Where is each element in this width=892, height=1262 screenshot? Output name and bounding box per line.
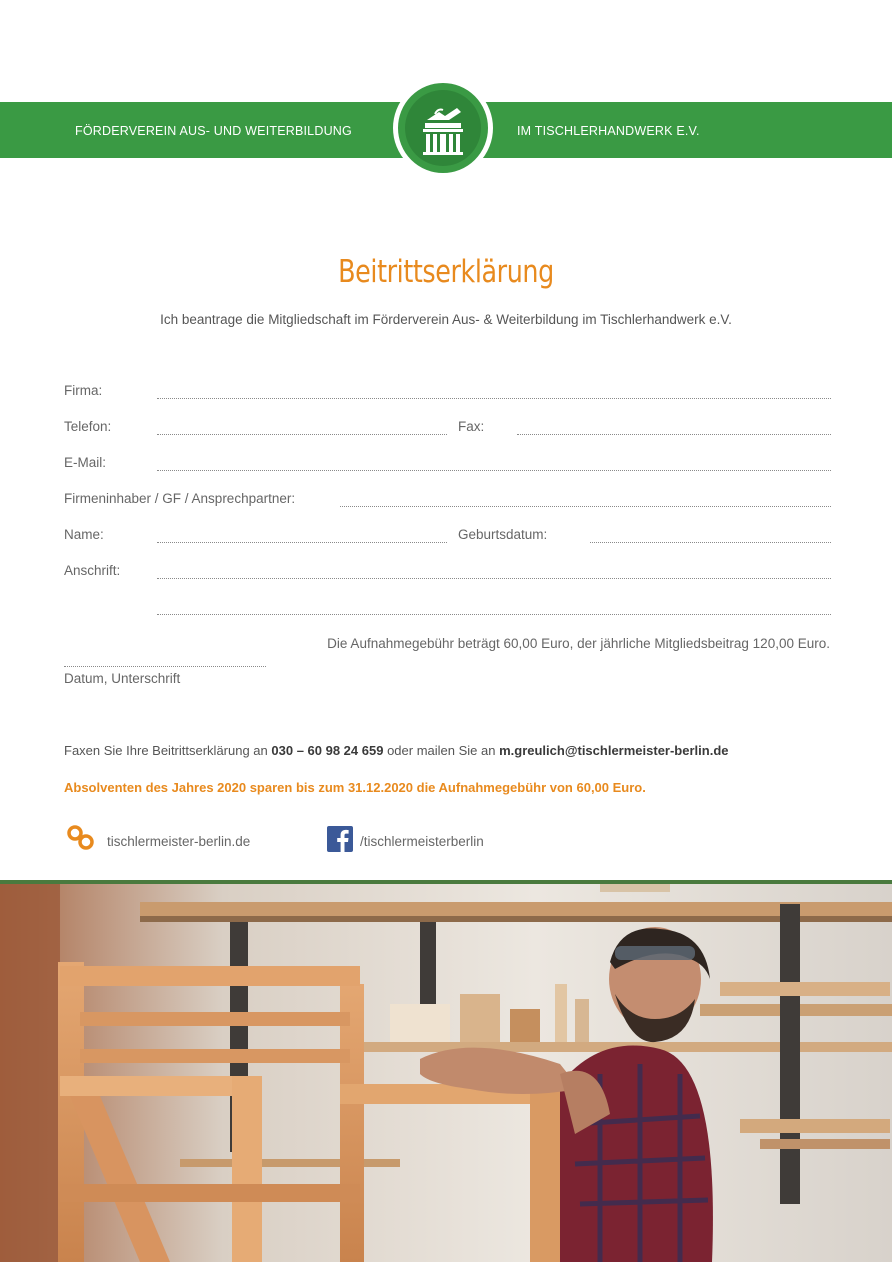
facebook-icon	[327, 826, 353, 852]
label-anschrift: Anschrift:	[64, 563, 121, 578]
field-email[interactable]	[157, 470, 831, 471]
field-geburtsdatum[interactable]	[590, 542, 831, 543]
promo-text: Absolventen des Jahres 2020 sparen bis zum 31.12.2020 die Aufnahmegebühr von 60,00 Euro.	[64, 780, 646, 795]
fee-text: Die Aufnahmegebühr beträgt 60,00 Euro, der jährliche Mitgliedsbeitrag 120,00 Euro.	[327, 636, 830, 651]
website-link[interactable]: tischlermeister-berlin.de	[107, 834, 251, 849]
label-firma: Firma:	[64, 383, 103, 398]
field-telefon[interactable]	[157, 434, 447, 435]
fax-number: 030 – 60 98 24 659	[271, 743, 384, 758]
label-name: Name:	[64, 527, 104, 542]
field-anschrift-2[interactable]	[157, 614, 831, 615]
fax-note	[64, 743, 729, 758]
field-fax[interactable]	[517, 434, 831, 435]
fax-note-prefix: Faxen Sie Ihre Beitrittserklärung an	[64, 743, 272, 758]
field-name[interactable]	[157, 542, 447, 543]
header-right-text: IM TISCHLERHANDWERK E.V.	[517, 124, 700, 138]
label-geburtsdatum: Geburtsdatum:	[458, 527, 548, 542]
facebook-link[interactable]: /tischlermeisterberlin	[360, 834, 484, 849]
field-inhaber[interactable]	[340, 506, 831, 507]
fax-note-middle: oder mailen Sie an	[383, 743, 500, 758]
contact-email[interactable]: m.greulich@tischlermeister-berlin.de	[499, 743, 729, 758]
label-fax: Fax:	[458, 419, 485, 434]
label-email: E-Mail:	[64, 455, 107, 470]
gate-plane-logo-icon	[405, 90, 481, 166]
label-inhaber: Firmeninhaber / GF / Ansprechpartner:	[64, 491, 296, 506]
logo	[393, 78, 493, 178]
label-telefon: Telefon:	[64, 419, 112, 434]
field-signature[interactable]	[64, 666, 266, 667]
page-title: Beitrittserklärung	[338, 254, 554, 290]
field-firma[interactable]	[157, 398, 831, 399]
chain-link-icon	[66, 824, 96, 852]
header-left-text: FÖRDERVEREIN AUS- UND WEITERBILDUNG	[75, 124, 352, 138]
subtitle: Ich beantrage die Mitgliedschaft im Förderverein Aus- & Weiterbildung im Tischlerhandwerk e.V.	[160, 312, 732, 327]
workshop-photo	[0, 884, 892, 1262]
field-anschrift-1[interactable]	[157, 578, 831, 579]
workshop-illustration	[0, 884, 892, 1262]
signature-label: Datum, Unterschrift	[64, 671, 181, 686]
